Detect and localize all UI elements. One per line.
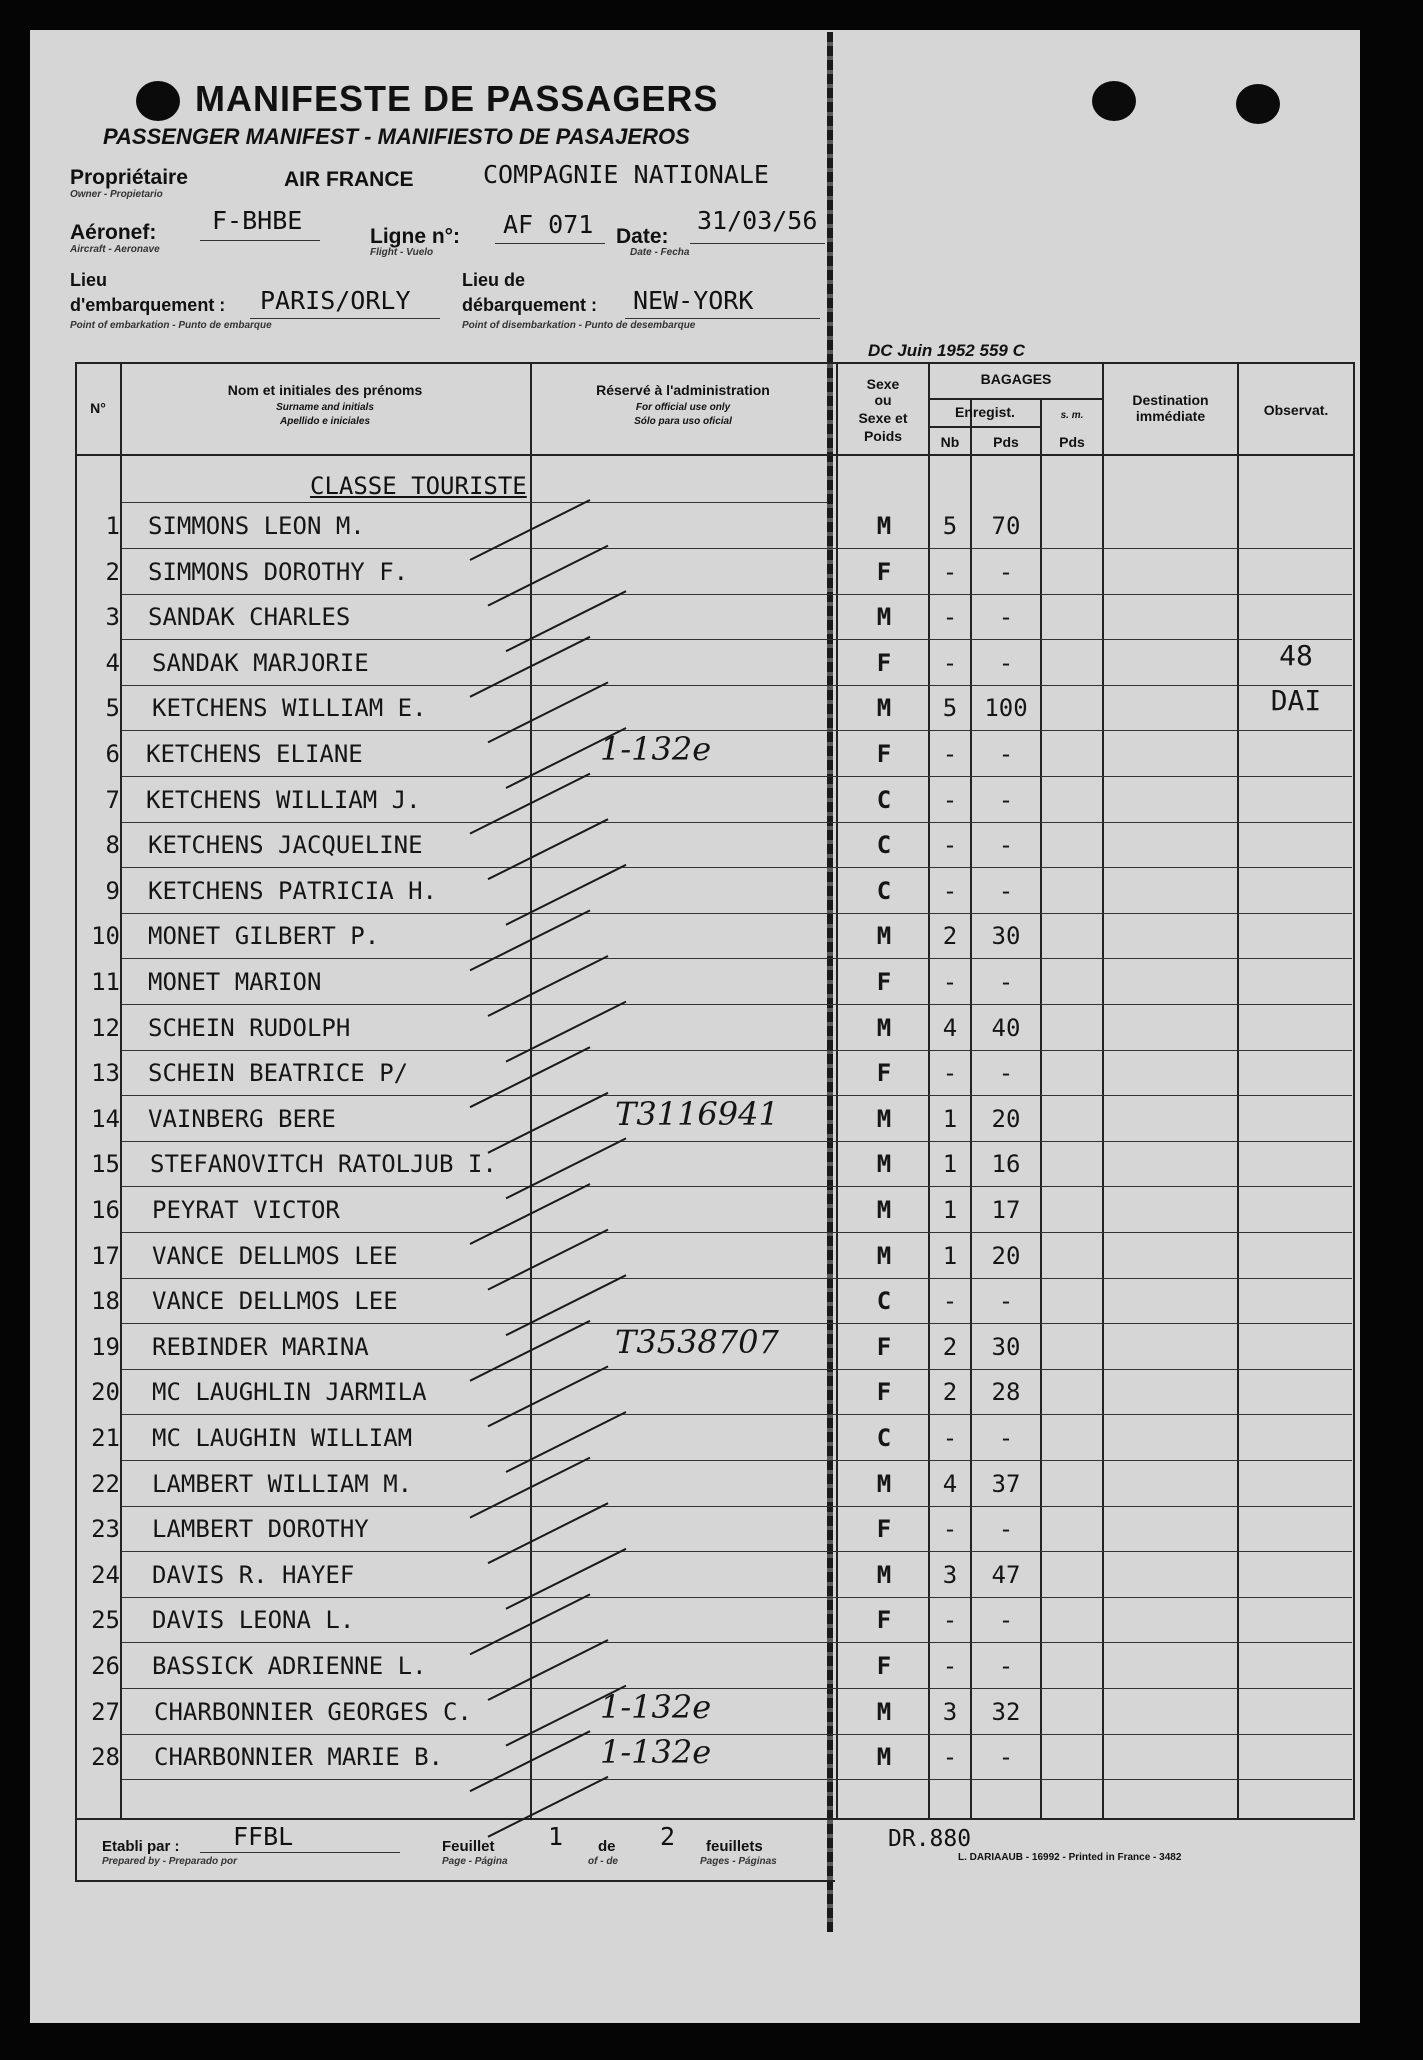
bag-count: 3 xyxy=(942,1561,958,1589)
col-sep-no xyxy=(120,362,122,1818)
passenger-name: DAVIS LEONA L. xyxy=(152,1606,355,1634)
row-number: 24 xyxy=(91,1561,120,1589)
row-line xyxy=(122,730,1352,731)
row-number: 15 xyxy=(91,1150,120,1178)
row-number: 21 xyxy=(91,1424,120,1452)
passenger-sex: M xyxy=(876,694,892,722)
passenger-sex: M xyxy=(876,603,892,631)
passenger-name: SANDAK CHARLES xyxy=(148,603,351,631)
row-line xyxy=(122,1551,1352,1552)
flight-sublabel: Flight - Vuelo xyxy=(370,247,434,258)
sheets-label: feuillets xyxy=(706,1838,763,1855)
aircraft-label: Aéronef: xyxy=(70,221,157,244)
punch-hole-icon xyxy=(1092,81,1136,121)
passenger-name: MC LAUGHLIN JARMILA xyxy=(152,1378,427,1406)
passenger-name: REBINDER MARINA xyxy=(152,1333,369,1361)
aircraft-underline xyxy=(200,240,320,241)
header-name-fr: Nom et initiales des prénoms xyxy=(227,382,423,398)
row-line xyxy=(122,1050,1352,1051)
passenger-name: LAMBERT DOROTHY xyxy=(152,1515,369,1543)
header-name-es: Apellido e iniciales xyxy=(279,416,371,427)
bagages-divider xyxy=(928,398,1102,400)
bag-weight: - xyxy=(998,1743,1014,1771)
bag-weight: 37 xyxy=(991,1470,1021,1498)
header-sex-4: Poids xyxy=(863,428,903,444)
row-line xyxy=(122,639,1352,640)
passenger-sex: F xyxy=(876,1333,892,1361)
embark-label-line1: Lieu xyxy=(70,270,108,290)
bag-count: 1 xyxy=(942,1242,958,1270)
row-number: 18 xyxy=(91,1287,120,1315)
disembark-sublabel: Point of disembarkation - Punto de desembarque xyxy=(462,320,696,331)
disembark-value: NEW-YORK xyxy=(633,286,754,315)
bag-count: - xyxy=(942,877,958,905)
passenger-name: CHARBONNIER GEORGES C. xyxy=(154,1698,472,1726)
passenger-sex: F xyxy=(876,649,892,677)
table-header-bottom xyxy=(75,454,1355,456)
passenger-name: MC LAUGHIN WILLIAM xyxy=(152,1424,413,1452)
header-nb: Nb xyxy=(940,434,960,450)
sheets-sublabel: Pages - Páginas xyxy=(700,1856,777,1867)
passenger-sex: C xyxy=(876,831,892,859)
disembark-label-line2: débarquement : xyxy=(462,295,598,315)
printer-line: L. DARIAAUB - 16992 - Printed in France - 3482 xyxy=(958,1852,1182,1863)
passenger-sex: M xyxy=(876,1014,892,1042)
passenger-name: SANDAK MARJORIE xyxy=(152,649,369,677)
bag-weight: 30 xyxy=(991,922,1021,950)
passenger-name: VAINBERG BERE xyxy=(148,1105,336,1133)
passenger-name: PEYRAT VICTOR xyxy=(152,1196,340,1224)
admin-handwritten-note: T3538707 xyxy=(615,1323,779,1361)
row-line xyxy=(122,1734,1352,1735)
row-line xyxy=(122,685,1352,686)
passenger-name: BASSICK ADRIENNE L. xyxy=(152,1652,427,1680)
row-number: 23 xyxy=(91,1515,120,1543)
bag-weight: 20 xyxy=(991,1242,1021,1270)
bag-count: 3 xyxy=(942,1698,958,1726)
prepared-value: FFBL xyxy=(233,1822,294,1851)
passenger-sex: M xyxy=(876,1561,892,1589)
bag-weight: - xyxy=(998,786,1014,814)
passenger-sex: F xyxy=(876,1606,892,1634)
passenger-name: LAMBERT WILLIAM M. xyxy=(152,1470,413,1498)
col-sep-name xyxy=(530,362,532,1818)
passenger-sex: F xyxy=(876,1059,892,1087)
col-sep-sm xyxy=(1102,362,1104,1818)
passenger-name: KETCHENS WILLIAM J. xyxy=(146,786,421,814)
header-destination-1: Destination xyxy=(1132,392,1209,408)
manifest-subtitle: PASSENGER MANIFEST - MANIFIESTO DE PASAJEROS xyxy=(103,124,690,149)
bag-count: 4 xyxy=(942,1014,958,1042)
flight-label: Ligne n°: xyxy=(370,225,461,248)
row-line xyxy=(122,1597,1352,1598)
passenger-sex: C xyxy=(876,877,892,905)
table-bottom-border xyxy=(75,1818,1355,1820)
passenger-name: VANCE DELLMOS LEE xyxy=(152,1287,398,1315)
bag-weight: 20 xyxy=(991,1105,1021,1133)
owner-value-airline: AIR FRANCE xyxy=(284,168,414,191)
bag-weight: - xyxy=(998,740,1014,768)
passenger-name: MONET MARION xyxy=(148,968,322,996)
perforation-line xyxy=(827,32,833,1932)
row-number: 17 xyxy=(91,1242,120,1270)
passenger-sex: M xyxy=(876,1150,892,1178)
bag-count: - xyxy=(942,1059,958,1087)
footer-bottom-border xyxy=(75,1880,835,1882)
row-number: 12 xyxy=(91,1014,120,1042)
owner-sublabel: Owner - Propietario xyxy=(70,189,163,200)
row-line xyxy=(122,776,1352,777)
header-sex-3: Sexe et xyxy=(858,410,908,426)
owner-value-company: COMPAGNIE NATIONALE xyxy=(483,160,769,189)
bag-weight: - xyxy=(998,1287,1014,1315)
row-line xyxy=(122,1779,1352,1780)
row-number: 20 xyxy=(91,1378,120,1406)
table-left-border xyxy=(75,362,77,1880)
bag-count: - xyxy=(942,968,958,996)
row-line xyxy=(122,1369,1352,1370)
row-line xyxy=(122,1004,1352,1005)
row-line xyxy=(122,913,1352,914)
col-sep-dest xyxy=(1237,362,1239,1818)
passenger-name: CHARBONNIER MARIE B. xyxy=(154,1743,443,1771)
bag-weight: - xyxy=(998,558,1014,586)
row-number: 22 xyxy=(91,1470,120,1498)
passenger-name: KETCHENS JACQUELINE xyxy=(148,831,423,859)
bag-count: - xyxy=(942,831,958,859)
bag-count: 2 xyxy=(942,922,958,950)
row-line xyxy=(122,1414,1352,1415)
passenger-name: SCHEIN BEATRICE P/ xyxy=(148,1059,409,1087)
passenger-name: KETCHENS ELIANE xyxy=(146,740,363,768)
bag-count: - xyxy=(942,1424,958,1452)
manifest-title: MANIFESTE DE PASSAGERS xyxy=(195,78,719,119)
header-name-en: Surname and initials xyxy=(276,402,374,413)
header-enregist: Enregist. xyxy=(955,404,1015,420)
bag-count: - xyxy=(942,1515,958,1543)
passenger-name: DAVIS R. HAYEF xyxy=(152,1561,355,1589)
passenger-sex: M xyxy=(876,1196,892,1224)
row-line xyxy=(122,1141,1352,1142)
header-no: N° xyxy=(90,400,106,416)
admin-handwritten-note: 1-132e xyxy=(600,730,712,768)
bag-weight: 16 xyxy=(991,1150,1021,1178)
passenger-sex: F xyxy=(876,1652,892,1680)
disembark-underline xyxy=(625,318,820,319)
of-value: 2 xyxy=(660,1822,676,1851)
header-bagages: BAGAGES xyxy=(980,371,1052,387)
header-admin-es: Sólo para uso oficial xyxy=(634,416,732,427)
row-number: 1 xyxy=(105,512,120,540)
row-line xyxy=(122,958,1352,959)
passenger-sex: F xyxy=(876,1515,892,1543)
prepared-label: Etabli par : xyxy=(102,1838,180,1855)
row-number: 11 xyxy=(91,968,120,996)
admin-handwritten-note: 1-132e xyxy=(600,1733,712,1771)
header-destination-2: immédiate xyxy=(1135,408,1206,424)
passenger-name: SCHEIN RUDOLPH xyxy=(148,1014,351,1042)
bag-weight: 32 xyxy=(991,1698,1021,1726)
bag-weight: - xyxy=(998,1059,1014,1087)
passenger-sex: C xyxy=(876,786,892,814)
row-number: 8 xyxy=(105,831,120,859)
embark-value: PARIS/ORLY xyxy=(260,286,411,315)
passenger-sex: M xyxy=(876,1743,892,1771)
embark-underline xyxy=(250,318,440,319)
col-sep-pds xyxy=(1040,400,1042,1818)
date-label: Date: xyxy=(616,225,669,248)
bag-weight: 40 xyxy=(991,1014,1021,1042)
bag-weight: - xyxy=(998,968,1014,996)
form-reference: DC Juin 1952 559 C xyxy=(868,341,1025,360)
class-label: CLASSE TOURISTE xyxy=(310,472,527,500)
passenger-sex: M xyxy=(876,1105,892,1133)
bag-weight: 47 xyxy=(991,1561,1021,1589)
bag-weight: 17 xyxy=(991,1196,1021,1224)
bag-weight: 28 xyxy=(991,1378,1021,1406)
of-sublabel: of - de xyxy=(588,1856,618,1867)
passenger-sex: M xyxy=(876,922,892,950)
bag-count: 1 xyxy=(942,1105,958,1133)
table-right-border xyxy=(1353,362,1355,1818)
row-number: 3 xyxy=(105,603,120,631)
observation: DAI xyxy=(1270,684,1322,717)
row-line xyxy=(122,1232,1352,1233)
bag-weight: - xyxy=(998,1515,1014,1543)
passenger-name: STEFANOVITCH RATOLJUB I. xyxy=(150,1150,497,1178)
passenger-sex: F xyxy=(876,968,892,996)
passenger-sex: C xyxy=(876,1424,892,1452)
passenger-name: KETCHENS WILLIAM E. xyxy=(152,694,427,722)
aircraft-sublabel: Aircraft - Aeronave xyxy=(70,244,160,255)
row-number: 19 xyxy=(91,1333,120,1361)
bag-count: 1 xyxy=(942,1196,958,1224)
form-code: DR.880 xyxy=(888,1826,972,1852)
date-value: 31/03/56 xyxy=(697,206,818,235)
passenger-sex: M xyxy=(876,1470,892,1498)
bag-weight: 100 xyxy=(984,694,1028,722)
embark-sublabel: Point of embarkation - Punto de embarque xyxy=(70,320,272,331)
passenger-sex: M xyxy=(876,512,892,540)
header-sex-1: Sexe xyxy=(866,376,900,392)
bag-weight: - xyxy=(998,1606,1014,1634)
admin-handwritten-note: 1-132e xyxy=(600,1688,712,1726)
bag-count: - xyxy=(942,1743,958,1771)
passenger-sex: F xyxy=(876,740,892,768)
sheet-sublabel: Page - Página xyxy=(442,1856,508,1867)
of-label: de xyxy=(598,1838,616,1855)
row-line xyxy=(122,867,1352,868)
row-line xyxy=(122,548,1352,549)
header-sm: s. m. xyxy=(1060,410,1084,421)
bag-weight: 70 xyxy=(991,512,1021,540)
row-number: 10 xyxy=(91,922,120,950)
passenger-name: VANCE DELLMOS LEE xyxy=(152,1242,398,1270)
bag-count: - xyxy=(942,558,958,586)
disembark-label-line1: Lieu de xyxy=(462,270,526,290)
enregist-divider xyxy=(928,426,1040,428)
row-line xyxy=(122,822,1352,823)
row-number: 13 xyxy=(91,1059,120,1087)
bag-weight: - xyxy=(998,1652,1014,1680)
bag-weight: - xyxy=(998,1424,1014,1452)
passenger-sex: C xyxy=(876,1287,892,1315)
prepared-underline xyxy=(200,1852,400,1853)
sheet-value: 1 xyxy=(548,1822,564,1851)
bag-count: 5 xyxy=(942,694,958,722)
bag-count: 5 xyxy=(942,512,958,540)
header-pds-2: Pds xyxy=(1059,434,1085,450)
passenger-name: KETCHENS PATRICIA H. xyxy=(148,877,437,905)
punch-hole-icon xyxy=(136,81,180,121)
row-number: 27 xyxy=(91,1698,120,1726)
row-number: 5 xyxy=(105,694,120,722)
passenger-name: MONET GILBERT P. xyxy=(148,922,380,950)
bag-weight: - xyxy=(998,877,1014,905)
row-number: 26 xyxy=(91,1652,120,1680)
header-admin-en: For official use only xyxy=(635,402,731,413)
header-admin-fr: Réservé à l'administration xyxy=(596,382,770,398)
row-number: 14 xyxy=(91,1105,120,1133)
bag-count: 1 xyxy=(942,1150,958,1178)
flight-underline xyxy=(495,243,605,244)
embark-label-line2: d'embarquement : xyxy=(70,295,226,315)
flight-value: AF 071 xyxy=(503,210,594,239)
bag-count: - xyxy=(942,1606,958,1634)
bag-count: - xyxy=(942,1652,958,1680)
row-number: 9 xyxy=(105,877,120,905)
bag-count: - xyxy=(942,649,958,677)
bag-count: 4 xyxy=(942,1470,958,1498)
row-number: 2 xyxy=(105,558,120,586)
row-line xyxy=(122,1642,1352,1643)
header-pds: Pds xyxy=(993,434,1019,450)
row-number: 16 xyxy=(91,1196,120,1224)
table-top-border xyxy=(75,362,1355,364)
bag-count: 2 xyxy=(942,1378,958,1406)
row-number: 28 xyxy=(91,1743,120,1771)
row-number: 7 xyxy=(105,786,120,814)
bag-count: - xyxy=(942,1287,958,1315)
owner-label: Propriétaire xyxy=(70,166,188,189)
prepared-sublabel: Prepared by - Preparado por xyxy=(102,1856,238,1867)
row-line xyxy=(122,594,1352,595)
passenger-sex: M xyxy=(876,1698,892,1726)
row-line xyxy=(122,1186,1352,1187)
passenger-name: SIMMONS LEON M. xyxy=(148,512,365,540)
class-row-line xyxy=(122,502,828,503)
bag-count: - xyxy=(942,603,958,631)
bag-count: 2 xyxy=(942,1333,958,1361)
header-sex-2: ou xyxy=(874,392,892,408)
admin-handwritten-note: T3116941 xyxy=(615,1095,779,1133)
row-number: 25 xyxy=(91,1606,120,1634)
row-number: 6 xyxy=(105,740,120,768)
bag-weight: 30 xyxy=(991,1333,1021,1361)
sheet-label: Feuillet xyxy=(442,1838,495,1855)
row-line xyxy=(122,1688,1352,1689)
bag-count: - xyxy=(942,740,958,768)
header-observations: Observat. xyxy=(1263,402,1329,418)
passenger-sex: F xyxy=(876,1378,892,1406)
bag-weight: - xyxy=(998,603,1014,631)
punch-hole-icon xyxy=(1236,84,1280,124)
bag-weight: - xyxy=(998,831,1014,859)
date-sublabel: Date - Fecha xyxy=(630,247,690,258)
bag-count: - xyxy=(942,786,958,814)
passenger-sex: M xyxy=(876,1242,892,1270)
observation: 48 xyxy=(1279,639,1313,672)
passenger-name: SIMMONS DOROTHY F. xyxy=(148,558,409,586)
aircraft-value: F-BHBE xyxy=(212,206,303,235)
row-line xyxy=(122,1278,1352,1279)
row-line xyxy=(122,1460,1352,1461)
row-number: 4 xyxy=(105,649,120,677)
passenger-sex: F xyxy=(876,558,892,586)
date-underline xyxy=(690,243,825,244)
row-line xyxy=(122,1506,1352,1507)
bag-weight: - xyxy=(998,649,1014,677)
